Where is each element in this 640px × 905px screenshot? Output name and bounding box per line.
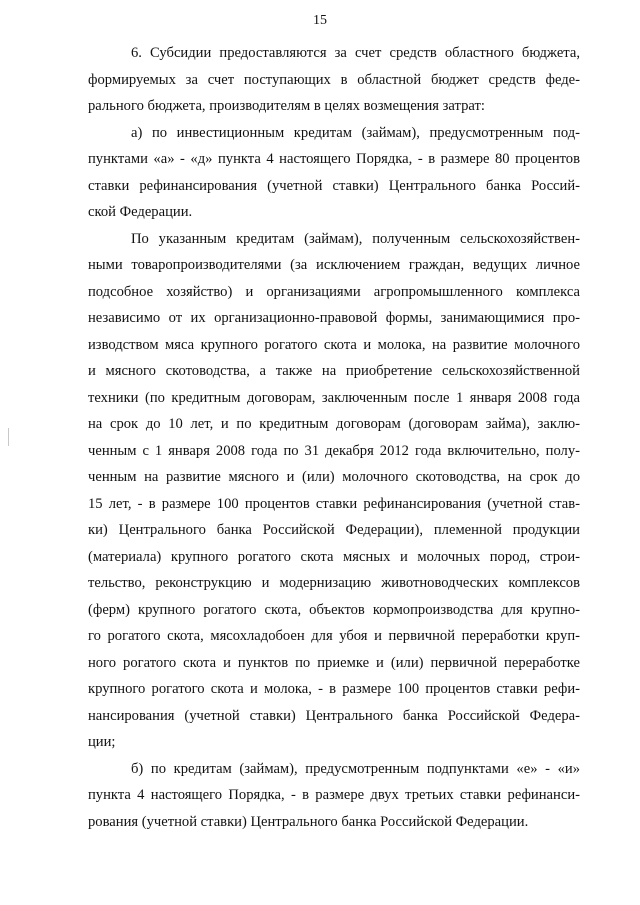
text-line: По указанным кредитам (займам), полученным сельскохозяйствен- [131, 230, 580, 247]
text-line: ки) Центрального банка Российской Федерации), племенной продукции [88, 522, 580, 538]
text-line: 6. Субсидии предоставляются за счет средств областного бюджета, [131, 45, 580, 61]
text-line: ской Федерации. [88, 204, 193, 220]
text-line: изводством мяса крупного рогатого скота и молока, на развитие молочного [88, 336, 580, 353]
text-line: пункта 4 настоящего Порядка, - в размере двух третьих ставки рефинанси- [88, 787, 580, 803]
document-body [88, 40, 580, 835]
paragraph-6a [88, 120, 580, 226]
text-line: и мясного скотоводства, а также на приобретение сельскохозяйственной [88, 363, 580, 379]
text-line: техники (по кредитным договорам, заключенным после 1 января 2008 года [88, 389, 580, 406]
text-line: тельство, реконструкцию и модернизацию животноводческих комплексов [88, 575, 580, 591]
text-line: а) по инвестиционным кредитам (займам), предусмотренным под- [131, 124, 580, 141]
text-line: (ферм) крупного рогатого скота, объектов кормопроизводства для крупно- [88, 601, 580, 618]
scan-margin-mark [8, 428, 9, 446]
text-line: формируемых за счет поступающих в областной бюджет средств феде- [88, 71, 580, 88]
text-line: ции; [88, 734, 116, 750]
text-line: б) по кредитам (займам), предусмотренным подпунктами «е» - «и» [131, 760, 580, 777]
text-line: ченным с 1 января 2008 года по 31 декабря 2012 года включительно, полу- [88, 442, 580, 459]
text-line: рального бюджета, производителям в целях возмещения затрат: [88, 98, 485, 114]
page-number: 15 [313, 13, 327, 28]
text-line: ставки рефинансирования (учетной ставки) Центрального банка Россий- [88, 177, 580, 194]
text-line: пунктами «а» - «д» пункта 4 настоящего Порядка, - в размере 80 процентов [88, 151, 580, 167]
text-line: крупного рогатого скота и молока, - в размере 100 процентов ставки рефи- [88, 681, 580, 697]
text-line: подсобное хозяйство) и организациями агропромышленного комплекса [88, 283, 580, 300]
text-line: ными товаропроизводителями (за исключением граждан, ведущих личное [88, 257, 580, 273]
paragraph-credits [88, 226, 580, 756]
text-line: го рогатого скота, мясохладобоен для убоя и первичной переработки круп- [88, 628, 580, 644]
text-line: независимо от их организационно-правовой формы, занимающимися про- [88, 310, 580, 326]
text-line: ного рогатого скота и пунктов по приемке и (или) первичной переработке [88, 654, 580, 671]
text-line: на срок до 10 лет, и по кредитным договорам (договорам займа), заклю- [88, 416, 580, 432]
text-line: (материала) крупного рогатого скота мясных и молочных пород, строи- [88, 548, 580, 565]
text-line: ченным на развитие мясного и (или) молочного скотоводства, на срок до [88, 469, 580, 485]
paragraph-6 [88, 40, 580, 120]
text-line: рования (учетной ставки) Центрального банка Российской Федерации. [88, 813, 529, 830]
text-line: нансирования (учетной ставки) Центрального банка Российской Федера- [88, 707, 580, 724]
text-line: 15 лет, - в размере 100 процентов ставки рефинансирования (учетной став- [88, 495, 580, 512]
paragraph-6b [88, 756, 580, 836]
